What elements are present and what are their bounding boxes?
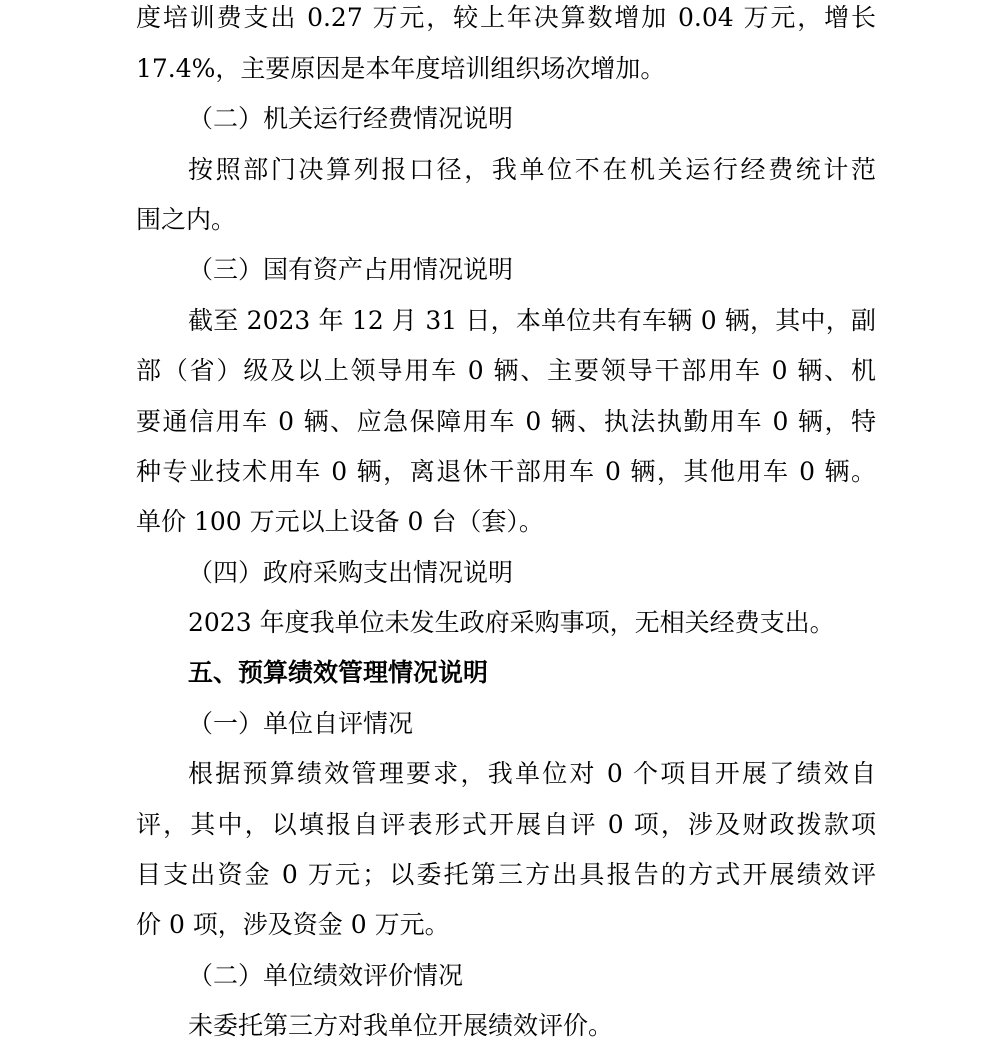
- section-heading: （二）单位绩效评价情况: [188, 961, 464, 990]
- paragraph-line: 价 0 项，涉及资金 0 万元。: [136, 910, 450, 939]
- paragraph-line: 度培训费支出 0.27 万元，较上年决算数增加 0.04 万元，增长: [136, 3, 876, 32]
- paragraph-line: 17.4%，主要原因是本年度培训组织场次增加。: [136, 54, 666, 83]
- paragraph-line: 种专业技术用车 0 辆，离退休干部用车 0 辆，其他用车 0 辆。: [136, 457, 876, 486]
- paragraph-line: 围之内。: [136, 205, 237, 234]
- paragraph-line: 目支出资金 0 万元；以委托第三方出具报告的方式开展绩效评: [136, 860, 876, 889]
- paragraph-line: 单价 100 万元以上设备 0 台（套）。: [136, 507, 544, 536]
- paragraph-line: 根据预算绩效管理要求，我单位对 0 个项目开展了绩效自: [188, 759, 876, 788]
- paragraph-line: 未委托第三方对我单位开展绩效评价。: [188, 1011, 614, 1040]
- section-heading: （四）政府采购支出情况说明: [188, 558, 514, 587]
- paragraph-line: 要通信用车 0 辆、应急保障用车 0 辆、执法执勤用车 0 辆，特: [136, 407, 876, 436]
- section-heading: （一）单位自评情况: [188, 709, 414, 738]
- chapter-heading: 五、预算绩效管理情况说明: [188, 658, 489, 687]
- paragraph-line: 2023 年度我单位未发生政府采购事项，无相关经费支出。: [188, 608, 835, 637]
- section-heading: （三）国有资产占用情况说明: [188, 255, 514, 284]
- paragraph-line: 截至 2023 年 12 月 31 日，本单位共有车辆 0 辆，其中，副: [188, 306, 876, 335]
- paragraph-line: 评，其中，以填报自评表形式开展自评 0 项，涉及财政拨款项: [136, 810, 876, 839]
- section-heading: （二）机关运行经费情况说明: [188, 104, 514, 133]
- paragraph-line: 按照部门决算列报口径，我单位不在机关运行经费统计范: [188, 155, 876, 184]
- paragraph-line: 部（省）级及以上领导用车 0 辆、主要领导干部用车 0 辆、机: [136, 356, 876, 385]
